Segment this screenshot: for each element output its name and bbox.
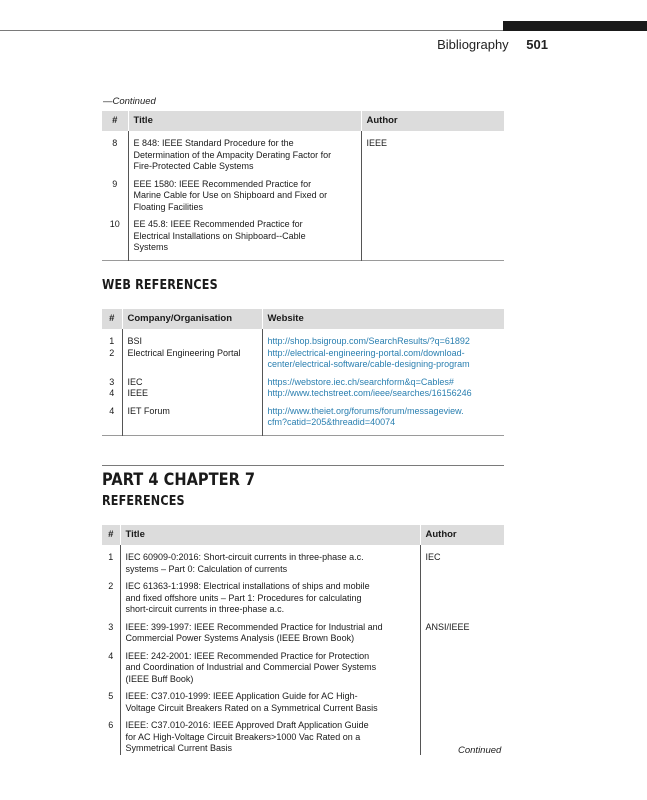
row-title [128, 213, 361, 260]
website-link[interactable]: cfm?catid=205&threadid=40074 [267, 417, 396, 427]
title-line: systems – Part 0: Calculation of currents [125, 563, 288, 574]
row-num: 5 [102, 685, 120, 714]
table-row [102, 685, 504, 714]
table-row [102, 348, 504, 371]
row-website[interactable] [262, 348, 504, 371]
table-row [102, 388, 504, 400]
col-header-author: Author [361, 111, 504, 131]
row-company: IEEE [122, 388, 262, 400]
row-num: 1 [102, 336, 122, 348]
title-line: IEEE: 399-1997: IEEE Recommended Practice for Industrial and [125, 621, 383, 632]
part-heading: PART 4 CHAPTER 7 [102, 470, 256, 490]
continued-references-table [102, 111, 504, 261]
page-number: 501 [526, 37, 548, 52]
row-num: 10 [102, 213, 128, 260]
col-header-author: Author [420, 525, 504, 545]
title-line: and Coordination of Industrial and Commercial Power Systems [125, 662, 377, 672]
row-author [420, 645, 504, 686]
website-link[interactable]: http://www.theiet.org/forums/forum/messageview. [267, 405, 464, 416]
row-title [120, 616, 420, 645]
row-website[interactable] [262, 371, 504, 389]
row-num: 1 [102, 552, 120, 575]
row-company: BSI [122, 336, 262, 348]
row-website[interactable] [262, 336, 504, 348]
title-line: IEC 61363-1:1998: Electrical installations of ships and mobile [125, 581, 370, 591]
running-head [437, 37, 548, 52]
title-line: E 848: IEEE Standard Procedure for the [133, 138, 294, 148]
row-company: IET Forum [122, 400, 262, 436]
running-head-title: Bibliography [437, 37, 509, 52]
table-row [102, 371, 504, 389]
title-line: IEEE: 242-2001: IEEE Recommended Practice for Protection [125, 650, 370, 661]
website-link[interactable]: http://shop.bsigroup.com/SearchResults/?q=61892 [267, 336, 470, 346]
top-rule [0, 30, 503, 31]
web-references-table [102, 309, 504, 436]
title-line: (IEEE Buff Book) [125, 673, 194, 684]
table-row [102, 575, 504, 616]
website-link[interactable]: http://electrical-engineering-portal.com/download- [267, 347, 465, 358]
part-rule [102, 465, 504, 466]
title-line: Determination of the Ampacity Derating Factor for [133, 149, 332, 160]
table-row [102, 400, 504, 436]
row-num: 8 [102, 138, 128, 173]
title-line: Electrical Installations on Shipboard--Cable [133, 230, 306, 241]
title-line: Floating Facilities [133, 201, 204, 212]
row-author: ANSI/IEEE [425, 621, 470, 632]
title-line: short-circuit currents in three-phase a.c. [125, 604, 285, 614]
row-author: IEC [425, 552, 441, 562]
web-references-heading: WEB REFERENCES [102, 278, 218, 293]
col-header-title: Title [120, 525, 420, 545]
title-line: Voltage Circuit Breakers Rated on a Symmetrical Current Basis [125, 702, 378, 713]
row-website[interactable] [262, 388, 504, 400]
row-num: 2 [102, 575, 120, 616]
row-title [120, 645, 420, 686]
table-row [102, 616, 504, 645]
table-row [102, 213, 504, 260]
title-line: IEEE: C37.010-1999: IEEE Application Guide for AC High- [125, 691, 358, 701]
row-author [420, 575, 504, 616]
website-link[interactable]: http://www.techstreet.com/ieee/searches/16156246 [267, 388, 472, 398]
title-line: Systems [133, 242, 169, 252]
title-line: Symmetrical Current Basis [125, 743, 233, 753]
row-company: Electrical Engineering Portal [122, 348, 262, 371]
row-title [128, 173, 361, 214]
row-author [420, 685, 504, 714]
title-line: IEEE: C37.010-2016: IEEE Approved Draft Application Guide [125, 720, 369, 730]
title-line: EE 45.8: IEEE Recommended Practice for [133, 219, 303, 229]
row-num: 3 [102, 616, 120, 645]
col-header-num: # [102, 525, 120, 545]
row-num: 4 [102, 388, 122, 400]
row-title [120, 552, 420, 575]
col-header-title: Title [128, 111, 361, 131]
top-block [503, 21, 647, 31]
title-line: Fire-Protected Cable Systems [133, 161, 254, 171]
row-author [361, 213, 504, 260]
col-header-website: Website [262, 309, 504, 329]
table-header-row [102, 525, 504, 545]
row-author: IEEE [366, 138, 388, 148]
references-heading: REFERENCES [102, 494, 185, 509]
title-line: Marine Cable for Use on Shipboard and Fixed or [133, 190, 328, 200]
title-line: for AC High-Voltage Circuit Breakers>1000 Vac Rated on a [125, 731, 361, 742]
col-header-company: Company/Organisation [122, 309, 262, 329]
continued-label-bottom: Continued [458, 745, 502, 756]
table-header-row [102, 309, 504, 329]
row-company: IEC [122, 371, 262, 389]
table-row [102, 336, 504, 348]
website-link[interactable]: https://webstore.iec.ch/searchform&q=Cables# [267, 376, 454, 387]
col-header-num: # [102, 111, 128, 131]
table-row [102, 552, 504, 575]
table-row [102, 138, 504, 173]
row-website[interactable] [262, 400, 504, 436]
row-num: 6 [102, 714, 120, 755]
table-row [102, 714, 504, 755]
website-link[interactable]: center/electrical-software/cable-designing-program [267, 359, 470, 369]
row-title [120, 714, 420, 755]
title-line: and fixed offshore units – Part 1: Procedures for calculating [125, 592, 362, 603]
continued-label-top: —Continued [103, 96, 156, 107]
col-header-num: # [102, 309, 122, 329]
row-num: 3 [102, 371, 122, 389]
row-num: 2 [102, 348, 122, 371]
table-row [102, 645, 504, 686]
table-row [102, 173, 504, 214]
title-line: Commercial Power Systems Analysis (IEEE Brown Book) [125, 633, 355, 643]
row-title [128, 138, 361, 173]
row-title [120, 685, 420, 714]
row-title [120, 575, 420, 616]
title-line: EEE 1580: IEEE Recommended Practice for [133, 178, 312, 189]
part4-references-table [102, 525, 504, 755]
table-header-row [102, 111, 504, 131]
row-num: 4 [102, 400, 122, 436]
title-line: IEC 60909-0:2016: Short-circuit currents in three-phase a.c. [125, 552, 364, 562]
row-author [361, 173, 504, 214]
row-num: 4 [102, 645, 120, 686]
row-num: 9 [102, 173, 128, 214]
